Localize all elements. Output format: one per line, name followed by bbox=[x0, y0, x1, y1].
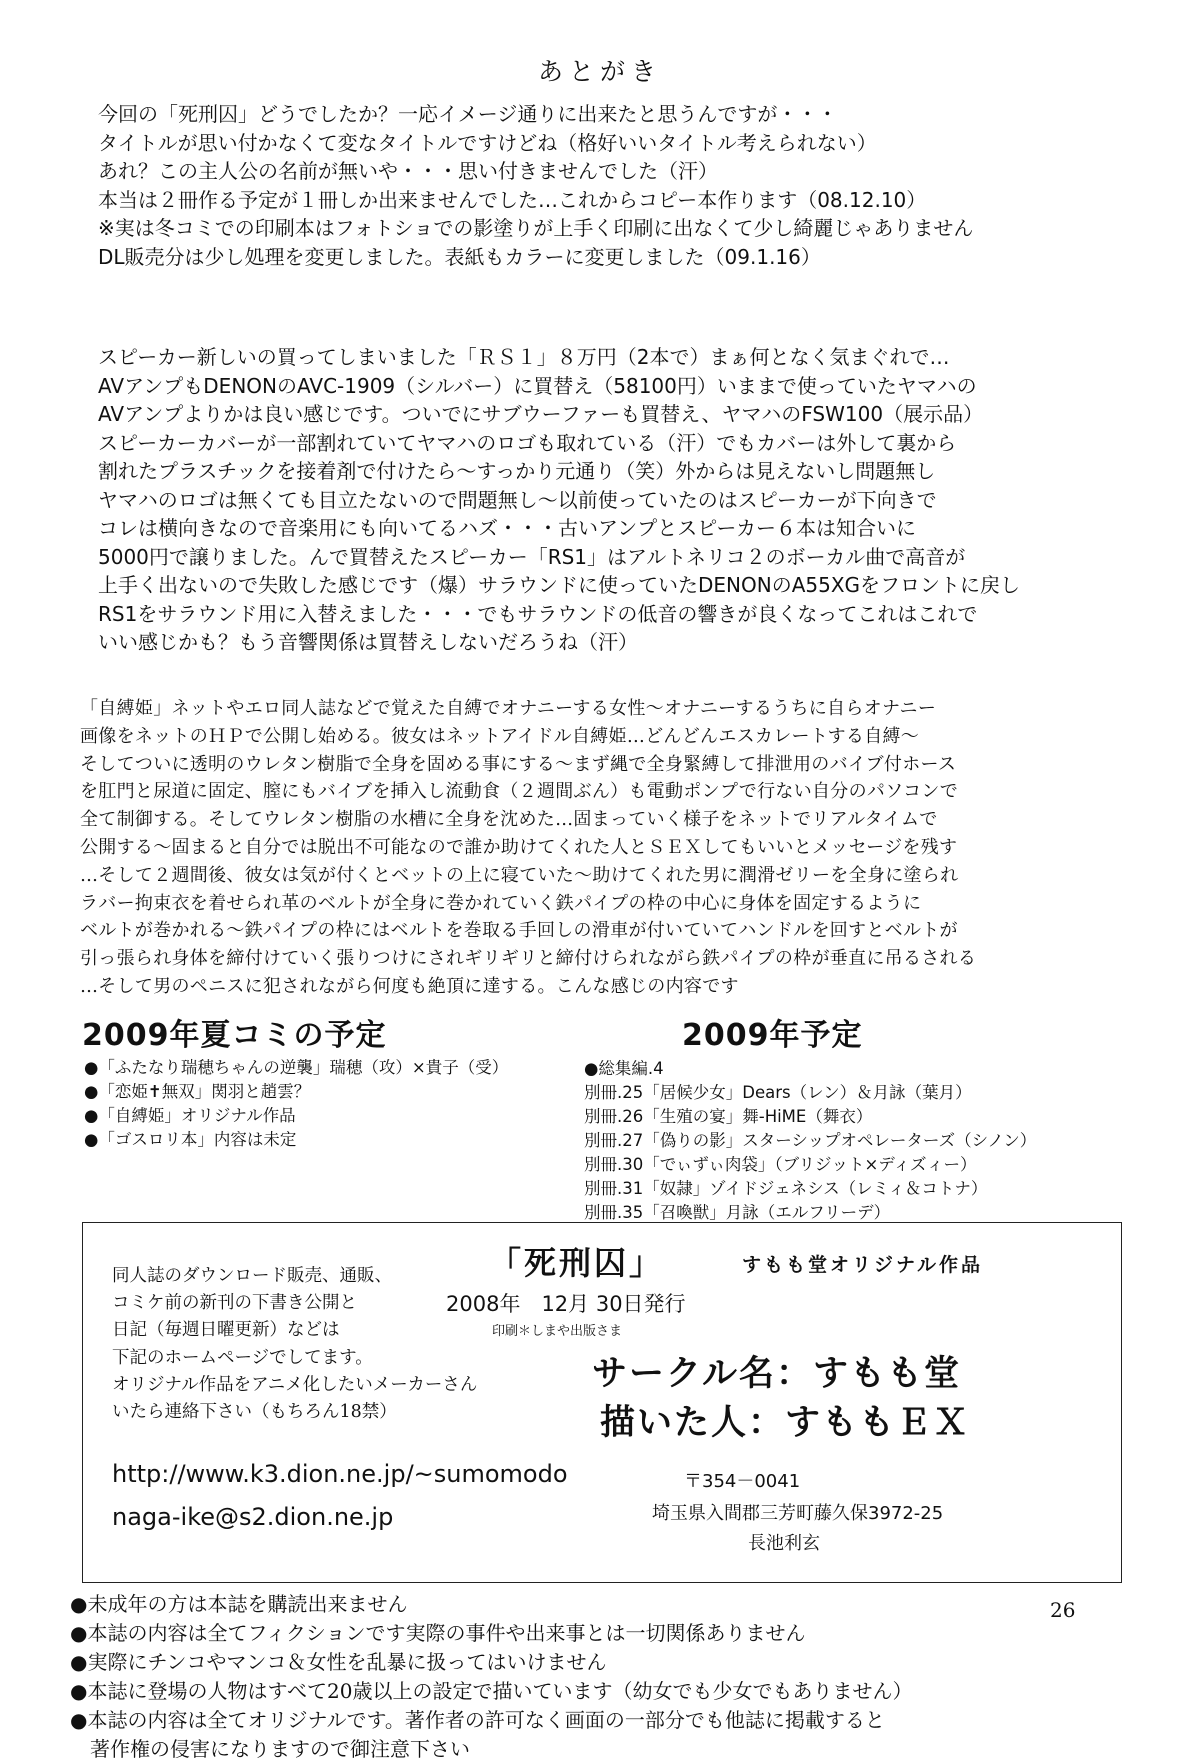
email-link[interactable]: naga-ike@s2.dion.ne.jp bbox=[112, 1503, 394, 1531]
download-note bbox=[112, 1263, 477, 1426]
list-item: ●総集編.4 bbox=[584, 1059, 664, 1078]
circle-name: サークル名：すもも堂 bbox=[592, 1354, 961, 1394]
text-line: 今回の「死刑囚」どうでしたか？一応イメージ通りに出来たと思うんですが・・・ bbox=[98, 102, 838, 126]
text-line: AVアンプもDENONのAVC-1909（シルバー）に買替え（58100円）いままで使っていたヤマハの bbox=[98, 373, 977, 398]
publication-date: 2008年 12月 30日発行 bbox=[446, 1292, 686, 1316]
notice-item: ●本誌に登場の人物はすべて20歳以上の設定で描いています（幼女でも少女でもありません） bbox=[70, 1679, 913, 1703]
notice-item: ●実際にチンコやマンコ＆女性を乱暴に扱ってはいけません bbox=[70, 1650, 607, 1674]
text-line: ラバー拘束衣を着せられ革のベルトが全身に巻かれていく鉄パイプの枠の中心に身体を固定するように bbox=[80, 892, 922, 914]
notice-item: ●未成年の方は本誌を購読出来ません bbox=[70, 1592, 408, 1616]
notice-item: ●本誌の内容は全てフィクションです実際の事件や出来事とは一切関係ありません bbox=[70, 1621, 806, 1645]
text-line: RS1をサラウンド用に入替えました・・・でもサラウンドの低音の響きが良くなってこれはこれで bbox=[98, 601, 978, 626]
text-line: 「自縛姫」ネットやエロ同人誌などで覚えた自縛でオナニーする女性～オナニーするうちに自らオナニー bbox=[80, 698, 937, 719]
text-line: 同人誌のダウンロード販売、通販、 bbox=[112, 1266, 392, 1286]
text-line: ヤマハのロゴは無くても目立たないので問題無し～以前使っていたのはスピーカーが下向きで bbox=[98, 487, 937, 512]
year-schedule-list bbox=[584, 1057, 1036, 1225]
text-line: 公開する～固まると自分では脱出不可能なので誰か助けてくれた人とＳＥＸしてもいいとメッセージを残す bbox=[80, 836, 958, 858]
story-synopsis bbox=[80, 695, 1120, 1001]
list-item: ●「ゴスロリ本」内容は未定 bbox=[84, 1130, 297, 1149]
list-item: 別冊.31「奴隷」ゾイドジェネシス（レミィ＆コトナ） bbox=[584, 1179, 988, 1198]
text-line: …そして男のペニスに犯されながら何度も絶頂に達する。こんな感じの内容です bbox=[80, 975, 739, 997]
text-line: 割れたプラスチックを接着剤で付けたら～すっかり元通り（笑）外からは見えないし問題無し bbox=[98, 459, 936, 483]
list-item: 別冊.30「でぃずぃ肉袋」（ブリジット×ディズィー） bbox=[584, 1155, 977, 1174]
book-subtitle: すもも堂オリジナル作品 bbox=[742, 1254, 984, 1276]
text-line: いたら連絡下さい（もちろん18禁） bbox=[112, 1401, 397, 1422]
text-line: 下記のホームページでしてます。 bbox=[112, 1347, 373, 1368]
list-item: 別冊.35「召喚獣」月詠（エルフリーデ） bbox=[584, 1203, 891, 1222]
author-name: 描いた人：すももＥＸ bbox=[600, 1403, 971, 1443]
homepage-link[interactable]: http://www.k3.dion.ne.jp/~sumomodo bbox=[112, 1460, 568, 1488]
afterword-title: あとがき bbox=[537, 57, 662, 86]
list-item: ●「自縛姫」オリジナル作品 bbox=[84, 1106, 296, 1125]
notice-item: 著作権の侵害になりますので御注意下さい bbox=[70, 1737, 470, 1761]
text-line: 日記（毎週日曜更新）などは bbox=[112, 1320, 340, 1341]
text-line: を肛門と尿道に固定、膣にもバイブを挿入し流動食（２週間ぶん）も電動ポンプで行ない自分のパソコンで bbox=[80, 781, 959, 803]
list-item: ●「ふたなり瑞穂ちゃんの逆襲」瑞穂（攻）×貴子（受） bbox=[84, 1058, 509, 1077]
text-line: 本当は２冊作る予定が１冊しか出来ませんでした…これからコピー本作ります（08.12.10） bbox=[98, 187, 927, 212]
page-number: 26 bbox=[1050, 1598, 1076, 1622]
postal-code: 〒354－0041 bbox=[684, 1471, 801, 1492]
book-title: 「死刑囚」 bbox=[489, 1244, 665, 1282]
summer-schedule-heading: 2009年夏コミの予定 bbox=[82, 1018, 387, 1053]
text-line: コミケ前の新刊の下書き公開と bbox=[112, 1293, 357, 1314]
text-line: ※実は冬コミでの印刷本はフォトショでの影塗りが上手く印刷に出なくて少し綺麗じゃありません bbox=[98, 216, 974, 240]
text-line: AVアンプよりかは良い感じです。ついでにサブウーファーも買替え、ヤマハのFSW100（展示品） bbox=[98, 402, 984, 426]
text-line: 5000円で譲りました。んで買替えたスピーカー「RS1」はアルトネリコ２のボーカル曲で高音が bbox=[98, 544, 966, 569]
printer-credit: 印刷＊しまや出版さま bbox=[492, 1324, 623, 1339]
notice-item: ●本誌の内容は全てオリジナルです。著作者の許可なく画面の一部分でも他誌に掲載すると bbox=[70, 1708, 885, 1732]
text-line: 上手く出ないので失敗した感じです（爆）サラウンドに使っていたDENONのA55XGをフロントに戻し bbox=[98, 573, 1021, 597]
list-item: 別冊.26「生殖の宴」舞-HiME（舞衣） bbox=[584, 1107, 873, 1126]
afterword-paragraph bbox=[98, 100, 1118, 271]
address: 埼玉県入間郡三芳町藤久保3972-25 bbox=[652, 1503, 944, 1524]
text-line: スピーカー新しいの買ってしまいました「ＲＳ１」８万円（2本で）まぁ何となく気まぐれで… bbox=[98, 345, 950, 369]
text-line: いい感じかも？もう音響関係は買替えしないだろうね（汗） bbox=[98, 630, 638, 654]
list-item: 別冊.27「偽りの影」スターシップオペレーターズ（シノン） bbox=[584, 1131, 1037, 1150]
text-line: ベルトが巻かれる～鉄パイプの枠にはベルトを巻取る手回しの滑車が付いていてハンドルを回すとベルトが bbox=[80, 920, 958, 942]
summer-schedule-list bbox=[84, 1056, 508, 1152]
text-line: あれ？この主人公の名前が無いや・・・思い付きませんでした（汗） bbox=[98, 159, 718, 183]
text-line: …そして２週間後、彼女は気が付くとベットの上に寝ていた～助けてくれた男に潤滑ゼリーを全身に塗られ bbox=[80, 864, 959, 886]
text-line: 全て制御する。そしてウレタン樹脂の水槽に全身を沈めた…固まっていく様子をネットでリアルタイムで bbox=[80, 809, 938, 831]
text-line: そしてついに透明のウレタン樹脂で全身を固める事にする～まず縄で全身緊縛して排泄用のバイブ付ホース bbox=[80, 753, 957, 775]
notices-list bbox=[70, 1590, 913, 1764]
text-line: 画像をネットのＨＰで公開し始める。彼女はネットアイドル自縛姫…どんどんエスカレートする自縛～ bbox=[80, 725, 920, 747]
text-line: スピーカーカバーが一部割れていてヤマハのロゴも取れている（汗）でもカバーは外して裏から bbox=[98, 430, 957, 455]
text-line: コレは横向きなので音楽用にも向いてるハズ・・・古いアンプとスピーカー６本は知合いに bbox=[98, 516, 916, 540]
speaker-paragraph bbox=[98, 343, 1118, 657]
owner-name: 長池利玄 bbox=[748, 1533, 820, 1554]
year-schedule-heading: 2009年予定 bbox=[682, 1018, 863, 1053]
text-line: 引っ張られ身体を締付けていく張りつけにされギリギリと締付けられながら鉄パイプの枠が垂直に吊るされる bbox=[80, 948, 977, 970]
list-item: ●「恋姫✝無双」関羽と趙雲？ bbox=[84, 1082, 311, 1101]
text-line: タイトルが思い付かなくて変なタイトルですけどね（格好いいタイトル考えられない） bbox=[98, 130, 877, 155]
text-line: オリジナル作品をアニメ化したいメーカーさん bbox=[112, 1374, 478, 1395]
list-item: 別冊.25「居候少女」Dears（レン）＆月詠（葉月） bbox=[584, 1083, 972, 1102]
text-line: DL販売分は少し処理を変更しました。表紙もカラーに変更しました（09.1.16） bbox=[98, 244, 821, 269]
